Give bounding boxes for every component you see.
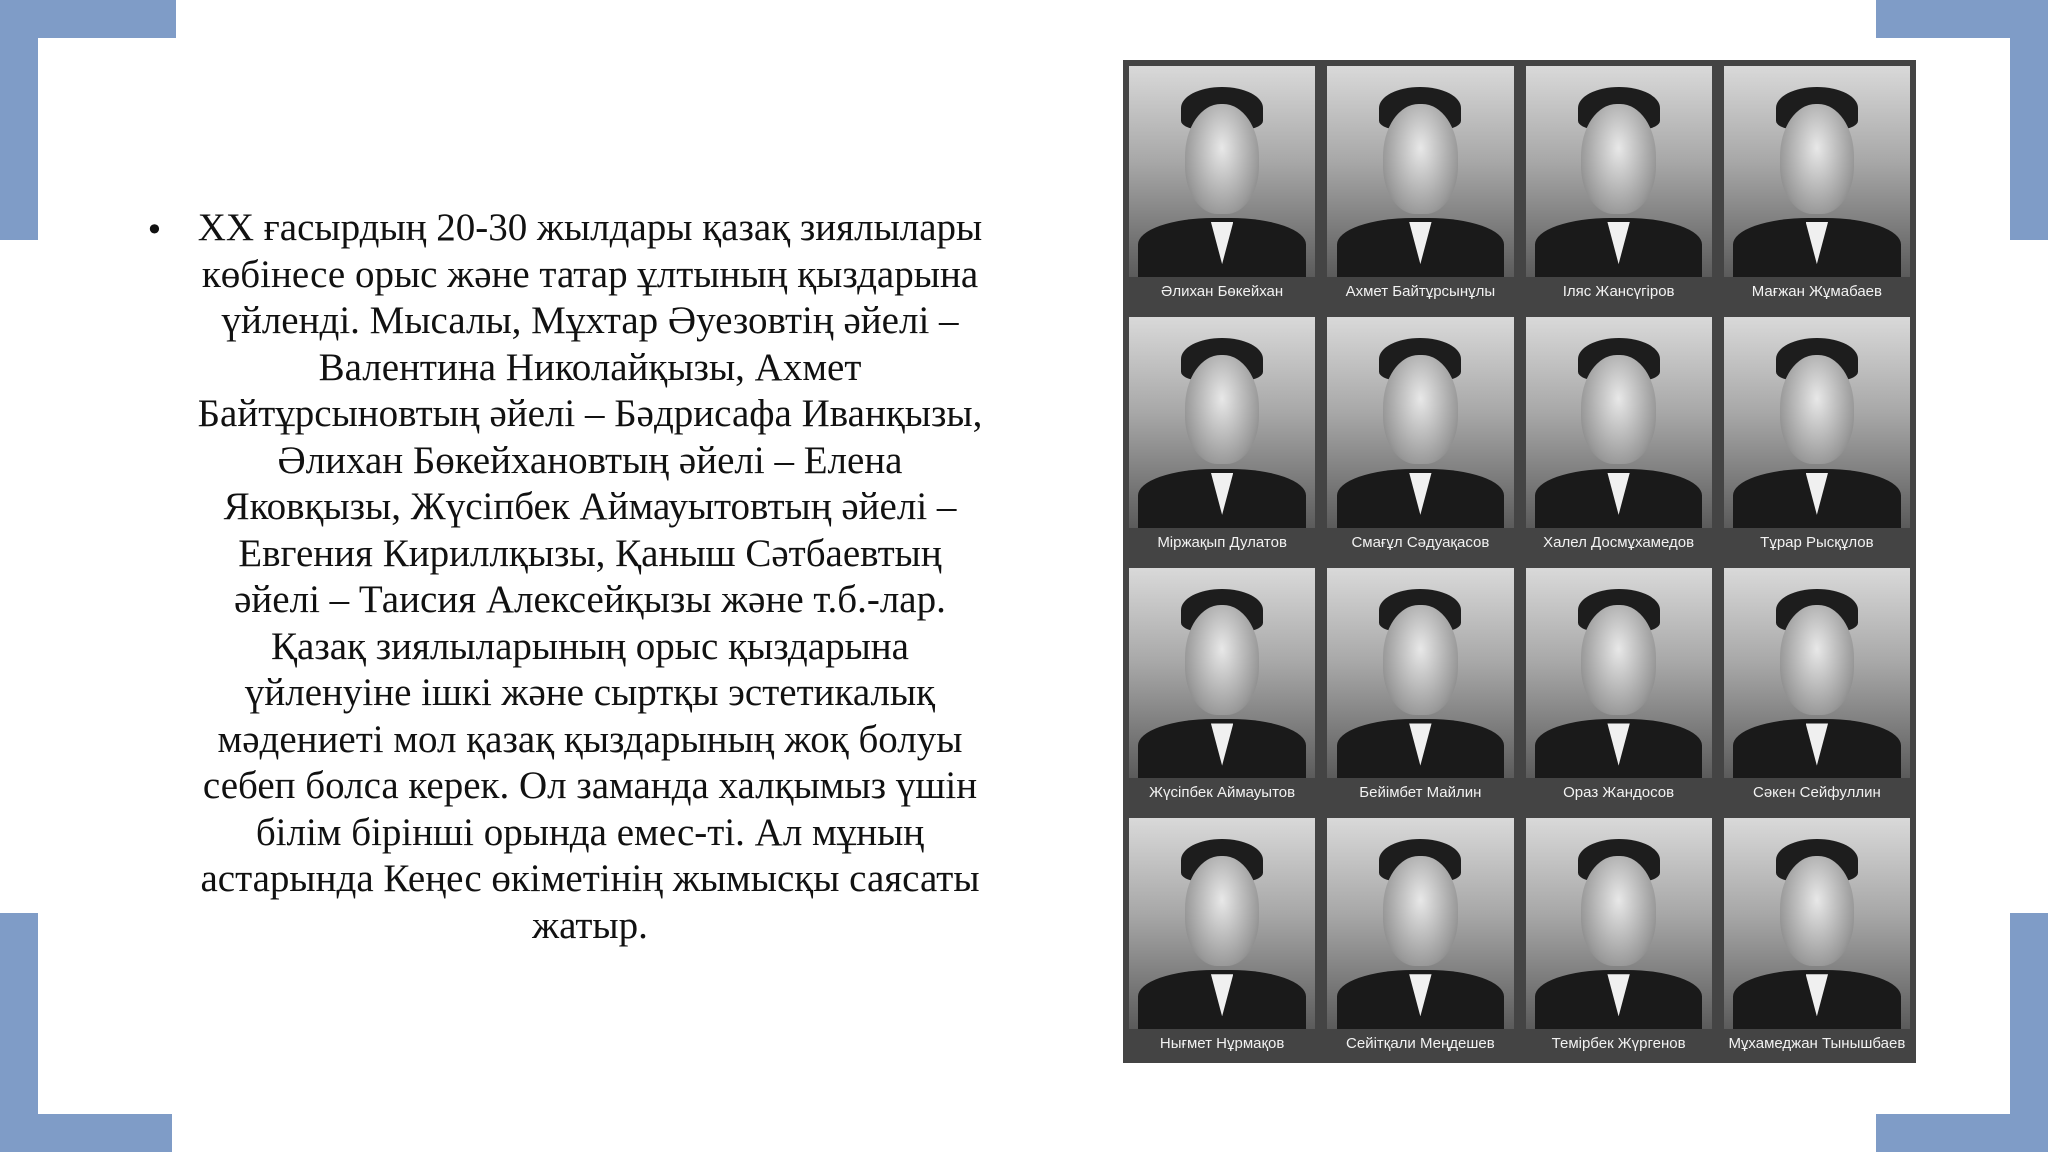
text-line: Байтұрсыновтың әйелі – Бәдрисафа Иванқызы, <box>197 392 983 435</box>
portrait-photo <box>1724 66 1910 277</box>
portrait-caption: Іляс Жансүгіров <box>1562 282 1675 300</box>
portrait-cell <box>1718 311 1916 562</box>
text-line: XX ғасырдың 20-30 жылдары қазақ зиялылары <box>197 206 983 249</box>
portrait-cell <box>1520 562 1718 813</box>
portrait-cell <box>1321 562 1519 813</box>
text-line: көбінесе орыс және татар ұлтының қыздарына <box>201 252 979 296</box>
portrait-caption: Сәкен Сейфуллин <box>1752 784 1881 802</box>
text-line: білім бірінші орында емес-ті. Ал мұның <box>255 810 925 854</box>
portrait-photo <box>1327 317 1513 528</box>
portrait-caption: Ораз Жандосов <box>1563 784 1675 802</box>
portrait-photo <box>1724 568 1910 779</box>
bullet-marker: • <box>145 211 164 249</box>
portrait-caption: Мағжан Жұмабаев <box>1751 282 1882 300</box>
text-line: үйленуіне ішкі және сыртқы эстетикалық <box>244 671 936 714</box>
text-line: әйелі – Таисия Алексейқызы және т.б.-лар. <box>234 578 946 621</box>
portrait-photo <box>1724 317 1910 528</box>
portrait-caption: Әлихан Бөкейхан <box>1161 282 1284 300</box>
portrait-photo <box>1724 818 1910 1029</box>
corner-accent-top-left-vertical <box>0 0 38 240</box>
portrait-caption: Жүсіпбек Аймауытов <box>1149 784 1296 802</box>
portrait-photo <box>1129 66 1315 277</box>
portrait-caption: Бейімбет Майлин <box>1359 784 1482 802</box>
text-line: Қазақ зиялыларының орыс қыздарына <box>271 624 909 668</box>
portrait-cell <box>1520 311 1718 562</box>
portrait-caption: Сейітқали Меңдешев <box>1346 1035 1495 1052</box>
portrait-caption: Темірбек Жүргенов <box>1551 1035 1686 1052</box>
slide-body-text <box>140 205 1040 949</box>
portrait-cell <box>1123 812 1321 1063</box>
text-line: астарында Кеңес өкіметінің жымысқы саясаты <box>200 857 980 900</box>
portrait-photo <box>1129 568 1315 779</box>
text-line: үйленді. Мысалы, Мұхтар Әуезовтің әйелі – <box>221 299 959 342</box>
portrait-photo <box>1129 818 1315 1029</box>
portrait-cell <box>1520 60 1718 311</box>
portrait-cell <box>1123 311 1321 562</box>
text-line: Евгения Кириллқызы, Қаныш Сәтбаевтың <box>238 531 942 575</box>
portrait-caption: Тұрар Рысқұлов <box>1760 533 1874 551</box>
portrait-caption: Міржақып Дулатов <box>1157 533 1287 551</box>
portrait-photo <box>1327 66 1513 277</box>
portrait-caption: Смағұл Сәдуақасов <box>1351 533 1490 551</box>
portrait-photo <box>1327 818 1513 1029</box>
portrait-caption: Мұхамеджан Тынышбаев <box>1728 1035 1906 1052</box>
text-line: Яковқызы, Жүсіпбек Аймауытовтың әйелі – <box>223 485 957 528</box>
portrait-photo <box>1526 317 1712 528</box>
portrait-cell <box>1321 60 1519 311</box>
text-line: Валентина Николайқызы, Ахмет <box>318 345 862 389</box>
portrait-caption: Нығмет Нұрмақов <box>1159 1035 1285 1052</box>
portrait-cell <box>1718 60 1916 311</box>
portrait-photo <box>1526 66 1712 277</box>
text-line: жатыр. <box>532 903 648 947</box>
portrait-cell <box>1520 812 1718 1063</box>
portrait-cell <box>1718 562 1916 813</box>
portrait-photo <box>1526 568 1712 779</box>
portrait-photo <box>1129 317 1315 528</box>
portraits-photo <box>1123 60 1916 1063</box>
corner-accent-top-right-vertical <box>2010 0 2048 240</box>
text-line: себеп болса керек. Ол заманда халқымыз үшін <box>202 764 978 807</box>
portraits-grid <box>1123 60 1916 1063</box>
corner-accent-bottom-left-vertical <box>0 913 38 1152</box>
portrait-caption: Ахмет Байтұрсынұлы <box>1345 282 1496 300</box>
portrait-caption: Халел Досмұхамедов <box>1543 533 1695 551</box>
portrait-cell <box>1321 311 1519 562</box>
text-line: мәдениеті мол қазақ қыздарының жоқ болуы <box>217 717 963 761</box>
portrait-cell <box>1321 812 1519 1063</box>
portrait-cell <box>1718 812 1916 1063</box>
portrait-photo <box>1526 818 1712 1029</box>
portrait-photo <box>1327 568 1513 779</box>
corner-accent-bottom-right-vertical <box>2010 913 2048 1152</box>
portrait-cell <box>1123 562 1321 813</box>
portrait-cell <box>1123 60 1321 311</box>
text-line: Әлихан Бөкейхановтың әйелі – Елена <box>277 438 903 482</box>
